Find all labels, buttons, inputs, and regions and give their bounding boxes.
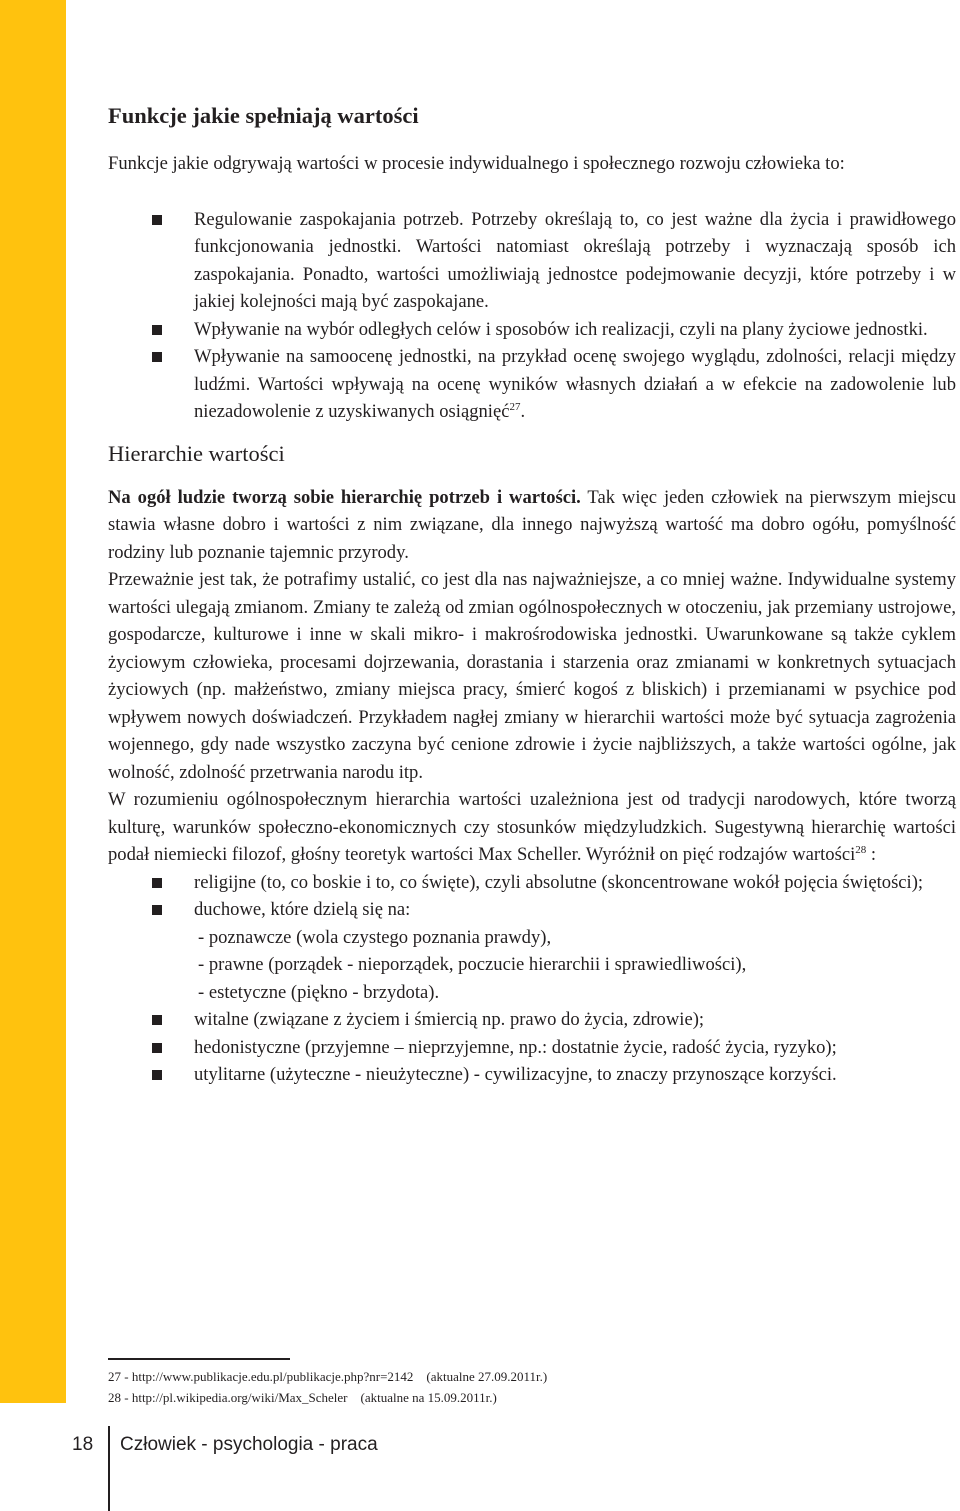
sublist-item: - prawne (porządek - nieporządek, poczucie hierarchii i sprawiedliwości), [198, 954, 747, 975]
list-item-end: . [520, 401, 526, 422]
value-types-list [108, 869, 956, 1089]
spiritual-sublist [194, 924, 956, 1007]
page-content [108, 100, 956, 1089]
paragraph [108, 786, 956, 869]
list-item-text: duchowe, które dzielą się na: [194, 899, 411, 920]
section-heading-hierarchies: Hierarchie wartości [108, 440, 285, 466]
footnote-divider [108, 1358, 290, 1360]
footnote-ref-27[interactable]: 27 [509, 401, 521, 413]
list-item-text: Wpływanie na samoocenę jednostki, na przykład ocenę swojego wyglądu, zdolności, relacji między ludźmi. Wartości wpływają na ocenę wyników własnych działań a w efekcie na zadowolenie lub niezadowolenie z uzyskiwanych osiągnięć [194, 346, 956, 422]
list-item: hedonistyczne (przyjemne – nieprzyjemne, np.: dostatnie życie, radość życia, ryzyko); [108, 1034, 956, 1062]
list-item: religijne (to, co boskie i to, co święte), czyli absolutne (skoncentrowane wokół pojęcia świętości); [108, 869, 956, 897]
sublist-item: - poznawcze (wola czystego poznania prawdy), [198, 926, 552, 948]
list-item: witalne (związane z życiem i śmiercią np. prawo do życia, zdrowie); [108, 1006, 956, 1034]
list-item: Wpływanie na wybór odległych celów i sposobów ich realizacji, czyli na plany życiowe jednostki. [108, 316, 956, 344]
paragraph-text: W rozumieniu ogólnospołecznym hierarchia wartości uzależniona jest od tradycji narodowych, które tworzą kulturę, warunków społeczno-ekonomicznych czy stosunków międzyludzkich. Sugestywną hierarchię wartości podał niemiecki filozof, głośny teoretyk wartości Max Scheller. Wyróżnił on pięć rodzajów wartości [108, 789, 956, 865]
intro-paragraph: Funkcje jakie odgrywają wartości w procesie indywidualnego i społecznego rozwoju człowieka to: [108, 153, 845, 174]
footer-divider [108, 1426, 110, 1511]
paragraph-text: Tak więc jeden człowiek na pierwszym miejscu stawia własne dobro i wartości z nim związane, dla innego najwyższą wartość ma dobro ogółu, pomyślność rodziny lub poznanie tajemnic przyrody. [108, 486, 956, 563]
footnote-27: 27 - http://www.publikacje.edu.pl/publikacje.php?nr=2142 (aktualne 27.09.2011r.) [108, 1369, 548, 1384]
list-item: utylitarne (użyteczne - nieużyteczne) - cywilizacyjne, to znaczy przynoszące korzyści. [108, 1061, 956, 1089]
footnote-28: 28 - http://pl.wikipedia.org/wiki/Max_Scheler (aktualne na 15.09.2011r.) [108, 1390, 497, 1405]
paragraph: Przeważnie jest tak, że potrafimy ustalić, co jest dla nas najważniejsze, a co mniej ważne. Indywidualne systemy wartości ulegają zmianom. Zmiany te zależą od zmian ogólnospołecznych w otoczeniu, jak przemiany ustrojowe, gospodarcze, kulturowe i inne w skali mikro- i makrośrodowiska jednostki. Uwarunkowane są także cyklem życiowym człowieka, procesami dojrzewania, dorastania i starzenia oraz zmianami w konkretnych sytuacjach życiowych (np. małżeństwo, zmiany miejsca pracy, śmierć kogoś z bliskich) i przemianami w psychice pod wpływem nowych doświadczeń. Przykładem nagłej zmiany w hierarchii wartości może być sytuacja zagrożenia wojennego, gdy nade wszystko zaczyna być cenione zdrowie i życie najbliższych, a także wartości ogólne, jak wolność, zdolność przetrwania narodu itp. [108, 569, 956, 783]
paragraph [108, 484, 956, 567]
page-number: 18 [72, 1434, 94, 1455]
yellow-sidebar [0, 0, 66, 1403]
section-heading-functions: Funkcje jakie spełniają wartości [108, 103, 419, 128]
running-title: Człowiek - psychologia - praca [120, 1434, 378, 1455]
lead-sentence: Na ogół ludzie tworzą sobie hierarchię potrzeb i wartości. [108, 486, 581, 508]
list-item [108, 343, 956, 426]
footnote-ref-28[interactable]: 28 [855, 844, 867, 856]
footnotes [108, 1366, 547, 1408]
sublist-item: - estetyczne (piękno - brzydota). [198, 981, 440, 1003]
functions-list [108, 206, 956, 426]
paragraph-end: : [866, 844, 877, 865]
list-item: Regulowanie zaspokajania potrzeb. Potrzeby określają to, co jest ważne dla życia i prawidłowego funkcjonowania jednostki. Wartości natomiast określają potrzeby i wyznaczają sposób ich zaspokajania. Ponadto, wartości umożliwiają jednostce podejmowanie decyzji, które potrzeby i w jakiej kolejności mają być zaspokajane. [108, 206, 956, 316]
list-item [108, 896, 956, 1006]
